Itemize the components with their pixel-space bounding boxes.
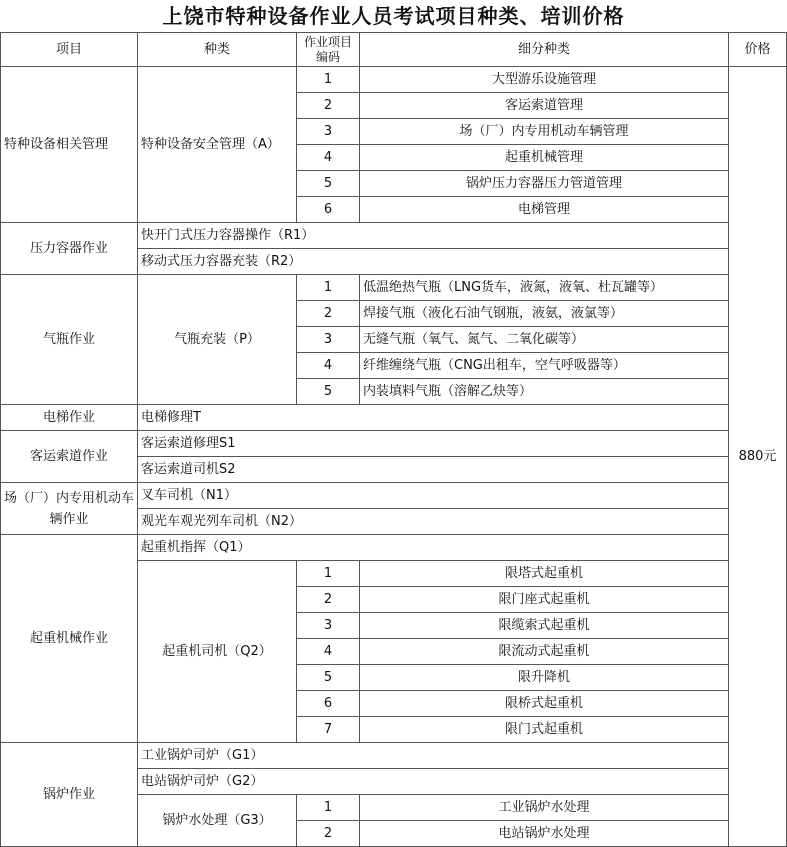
code-cell: 5: [297, 171, 360, 197]
subcategory-cell: 限门式起重机: [360, 717, 729, 743]
subcategory-cell: 无缝气瓶（氧气、氮气、二氧化碳等）: [360, 327, 729, 353]
code-cell: 3: [297, 613, 360, 639]
code-cell: 3: [297, 327, 360, 353]
subcategory-cell: 焊接气瓶（液化石油气钢瓶，液氨，液氯等）: [360, 301, 729, 327]
subcategory-cell: 限升降机: [360, 665, 729, 691]
subcategory-cell: 客运索道管理: [360, 93, 729, 119]
code-cell: 4: [297, 353, 360, 379]
category-cell: 观光车观光列车司机（N2）: [138, 509, 729, 535]
category-cell: 客运索道修理S1: [138, 431, 729, 457]
category-cell: 叉车司机（N1）: [138, 483, 729, 509]
code-cell: 2: [297, 587, 360, 613]
subcategory-cell: 场（厂）内专用机动车辆管理: [360, 119, 729, 145]
header-code: 作业项目编码: [297, 33, 360, 67]
subcategory-cell: 限桥式起重机: [360, 691, 729, 717]
category-cell: 客运索道司机S2: [138, 457, 729, 483]
code-cell: 2: [297, 301, 360, 327]
subcategory-cell: 工业锅炉水处理: [360, 795, 729, 821]
project-cell: 电梯作业: [1, 405, 138, 431]
code-cell: 4: [297, 145, 360, 171]
table-row: [1, 67, 787, 93]
category-cell: 快开门式压力容器操作（R1）: [138, 223, 729, 249]
project-cell: 场（厂）内专用机动车辆作业: [1, 483, 138, 535]
code-cell: 1: [297, 275, 360, 301]
project-cell: 起重机械作业: [1, 535, 138, 743]
code-cell: 1: [297, 561, 360, 587]
code-cell: 6: [297, 197, 360, 223]
subcategory-cell: 限门座式起重机: [360, 587, 729, 613]
category-cell: 特种设备安全管理（A）: [138, 67, 297, 223]
subcategory-cell: 锅炉压力容器压力管道管理: [360, 171, 729, 197]
project-cell: 压力容器作业: [1, 223, 138, 275]
subcategory-cell: 大型游乐设施管理: [360, 67, 729, 93]
table-row: [1, 405, 787, 431]
code-cell: 4: [297, 639, 360, 665]
code-cell: 2: [297, 93, 360, 119]
subcategory-cell: 起重机械管理: [360, 145, 729, 171]
code-cell: 3: [297, 119, 360, 145]
project-cell: 气瓶作业: [1, 275, 138, 405]
subcategory-cell: 低温绝热气瓶（LNG货车，液氮，液氧、杜瓦罐等）: [360, 275, 729, 301]
table-row: [1, 431, 787, 457]
project-cell: 特种设备相关管理: [1, 67, 138, 223]
header-subcategory: 细分种类: [360, 33, 729, 67]
subcategory-cell: 限流动式起重机: [360, 639, 729, 665]
header-category: 种类: [138, 33, 297, 67]
category-cell: 移动式压力容器充装（R2）: [138, 249, 729, 275]
header-project: 项目: [1, 33, 138, 67]
project-cell: 锅炉作业: [1, 743, 138, 847]
subcategory-cell: 限塔式起重机: [360, 561, 729, 587]
category-cell: 气瓶充装（P）: [138, 275, 297, 405]
header-row: [1, 33, 787, 67]
project-cell: 客运索道作业: [1, 431, 138, 483]
table-row: [1, 275, 787, 301]
header-price: 价格: [729, 33, 787, 67]
category-cell: 起重机司机（Q2）: [138, 561, 297, 743]
category-cell: 电梯修理T: [138, 405, 729, 431]
price-table: [0, 32, 787, 847]
category-cell: 工业锅炉司炉（G1）: [138, 743, 729, 769]
page-title: 上饶市特种设备作业人员考试项目种类、培训价格: [162, 4, 625, 28]
category-cell: 电站锅炉司炉（G2）: [138, 769, 729, 795]
code-cell: 5: [297, 665, 360, 691]
subcategory-cell: 电梯管理: [360, 197, 729, 223]
code-cell: 1: [297, 67, 360, 93]
table-row: [1, 535, 787, 561]
table-row: [1, 483, 787, 509]
subcategory-cell: 纤维缠绕气瓶（CNG出租车，空气呼吸器等）: [360, 353, 729, 379]
category-cell: 起重机指挥（Q1）: [138, 535, 729, 561]
code-cell: 1: [297, 795, 360, 821]
code-cell: 5: [297, 379, 360, 405]
code-cell: 7: [297, 717, 360, 743]
subcategory-cell: 限缆索式起重机: [360, 613, 729, 639]
price-cell: 880元: [729, 67, 787, 847]
code-cell: 6: [297, 691, 360, 717]
code-cell: 2: [297, 821, 360, 847]
category-cell: 锅炉水处理（G3）: [138, 795, 297, 847]
subcategory-cell: 电站锅炉水处理: [360, 821, 729, 847]
table-row: [1, 223, 787, 249]
table-row: [1, 743, 787, 769]
subcategory-cell: 内装填料气瓶（溶解乙炔等）: [360, 379, 729, 405]
